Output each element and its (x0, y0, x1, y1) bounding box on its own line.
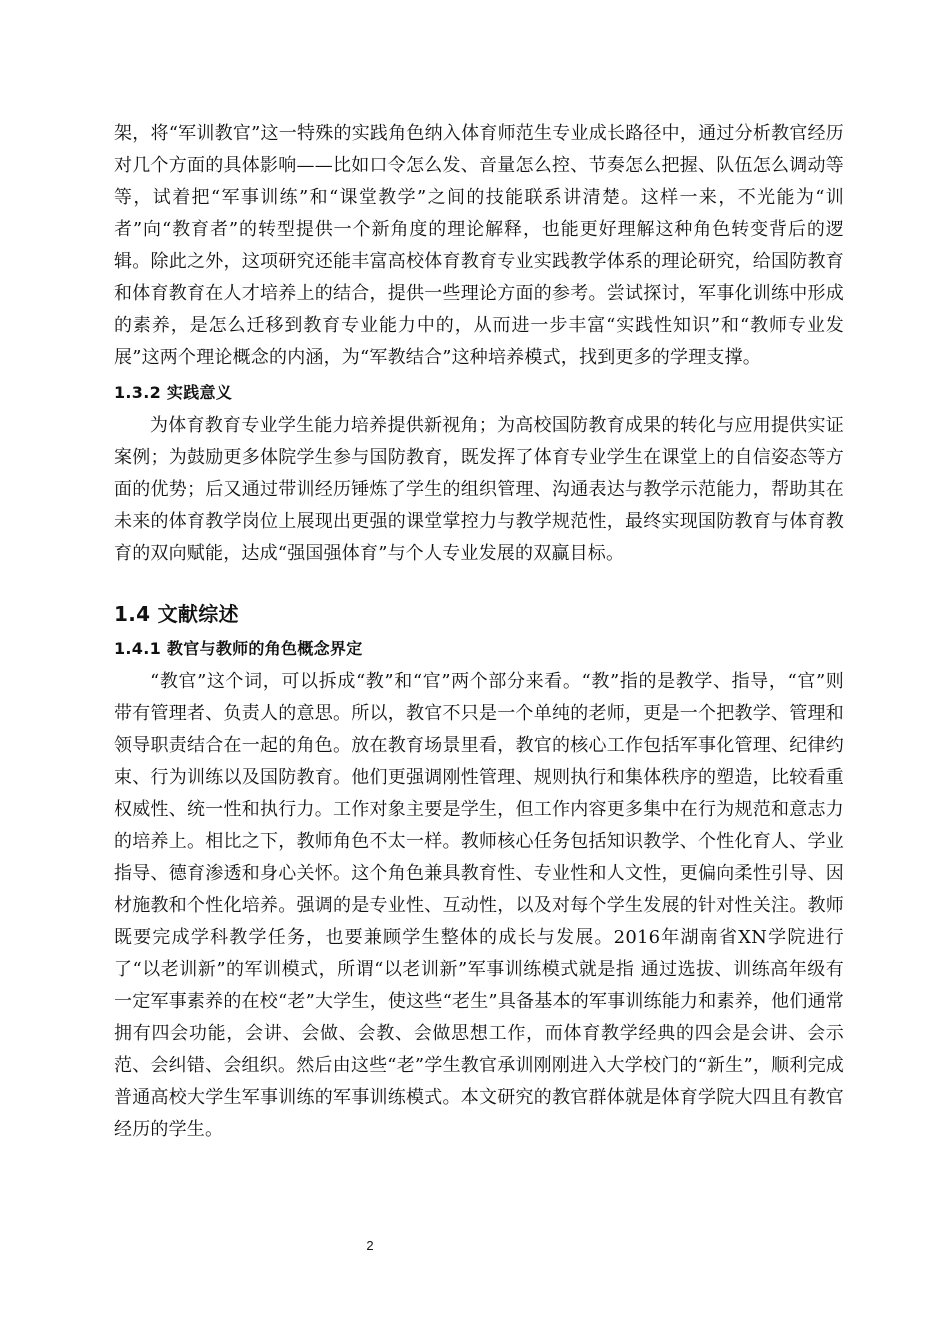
page-number: 2 (366, 1238, 374, 1253)
body-paragraph-continued: 架，将“军训教官”这一特殊的实践角色纳入体育师范生专业成长路径中，通过分析教官经历对几个方面的具体影响——比如口令怎么发、音量怎么控、节奏怎么把握、队伍怎么调动等等，试着把“军事训练”和“课堂教学”之间的技能联系讲清楚。这样一来，不光能为“训者”向“教育者”的转型提供一个新角度的理论解释，也能更好理解这种角色转变背后的逻辑。除此之外，这项研究还能丰富高校体育教育专业实践教学体系的理论研究，给国防教育和体育教育在人才培养上的结合，提供一些理论方面的参考。尝试探讨，军事化训练中形成的素养，是怎么迁移到教育专业能力中的，从而进一步丰富“实践性知识”和“教师专业发展”这两个理论概念的内涵，为“军教结合”这种培养模式，找到更多的学理支撑。 (114, 123, 844, 368)
page-body (114, 118, 844, 1146)
body-paragraph-role-definition: “教官”这个词，可以拆成“教”和“官”两个部分来看。“教”指的是教学、指导，“官”则带有管理者、负责人的意思。所以，教官不只是一个单纯的老师，更是一个把教学、管理和领导职责结合在一起的角色。放在教育场景里看，教官的核心工作包括军事化管理、纪律约束、行为训练以及国防教育。他们更强调刚性管理、规则执行和集体秩序的塑造，比较看重权威性、统一性和执行力。工作对象主要是学生，但工作内容更多集中在行为规范和意志力的培养上。相比之下，教师角色不太一样。教师核心任务包括知识教学、个性化育人、学业指导、德育渗透和身心关怀。这个角色兼具教育性、专业性和人文性，更偏向柔性引导、因材施教和个性化培养。强调的是专业性、互动性，以及对每个学生发展的针对性关注。教师既要完成学科教学任务，也要兼顾学生整体的成长与发展。2016年湖南省XN学院进行了“以老训新”的军训模式，所谓“以老训新”军事训练模式就是指 通过选拔、训练高年级有一定军事素养的在校“老”大学生，使这些“老生”具备基本的军事训练能力和素养，他们通常拥有四会功能，会讲、会做、会教、会做思想工作，而体育教学经典的四会是会讲、会示范、会纠错、会组织。然后由这些“老”学生教官承训刚刚进入大学校门的“新生”，顺利完成普通高校大学生军事训练的军事训练模式。本文研究的教官群体就是体育学院大四且有教官经历的学生。 (114, 671, 844, 1140)
section-heading-1-4-1: 1.4.1 教官与教师的角色概念界定 (114, 639, 363, 658)
section-heading-1-3-2: 1.3.2 实践意义 (114, 383, 233, 402)
section-heading-1-4: 1.4 文献综述 (114, 602, 239, 626)
body-paragraph-practical-significance: 为体育教育专业学生能力培养提供新视角；为高校国防教育成果的转化与应用提供实证案例；为鼓励更多体院学生参与国防教育，既发挥了体育专业学生在课堂上的自信姿态等方面的优势；后又通过带训经历锤炼了学生的组织管理、沟通表达与教学示范能力，帮助其在未来的体育教学岗位上展现出更强的课堂掌控力与教学规范性，最终实现国防教育与体育教育的双向赋能，达成“强国强体育”与个人专业发展的双赢目标。 (114, 415, 844, 564)
